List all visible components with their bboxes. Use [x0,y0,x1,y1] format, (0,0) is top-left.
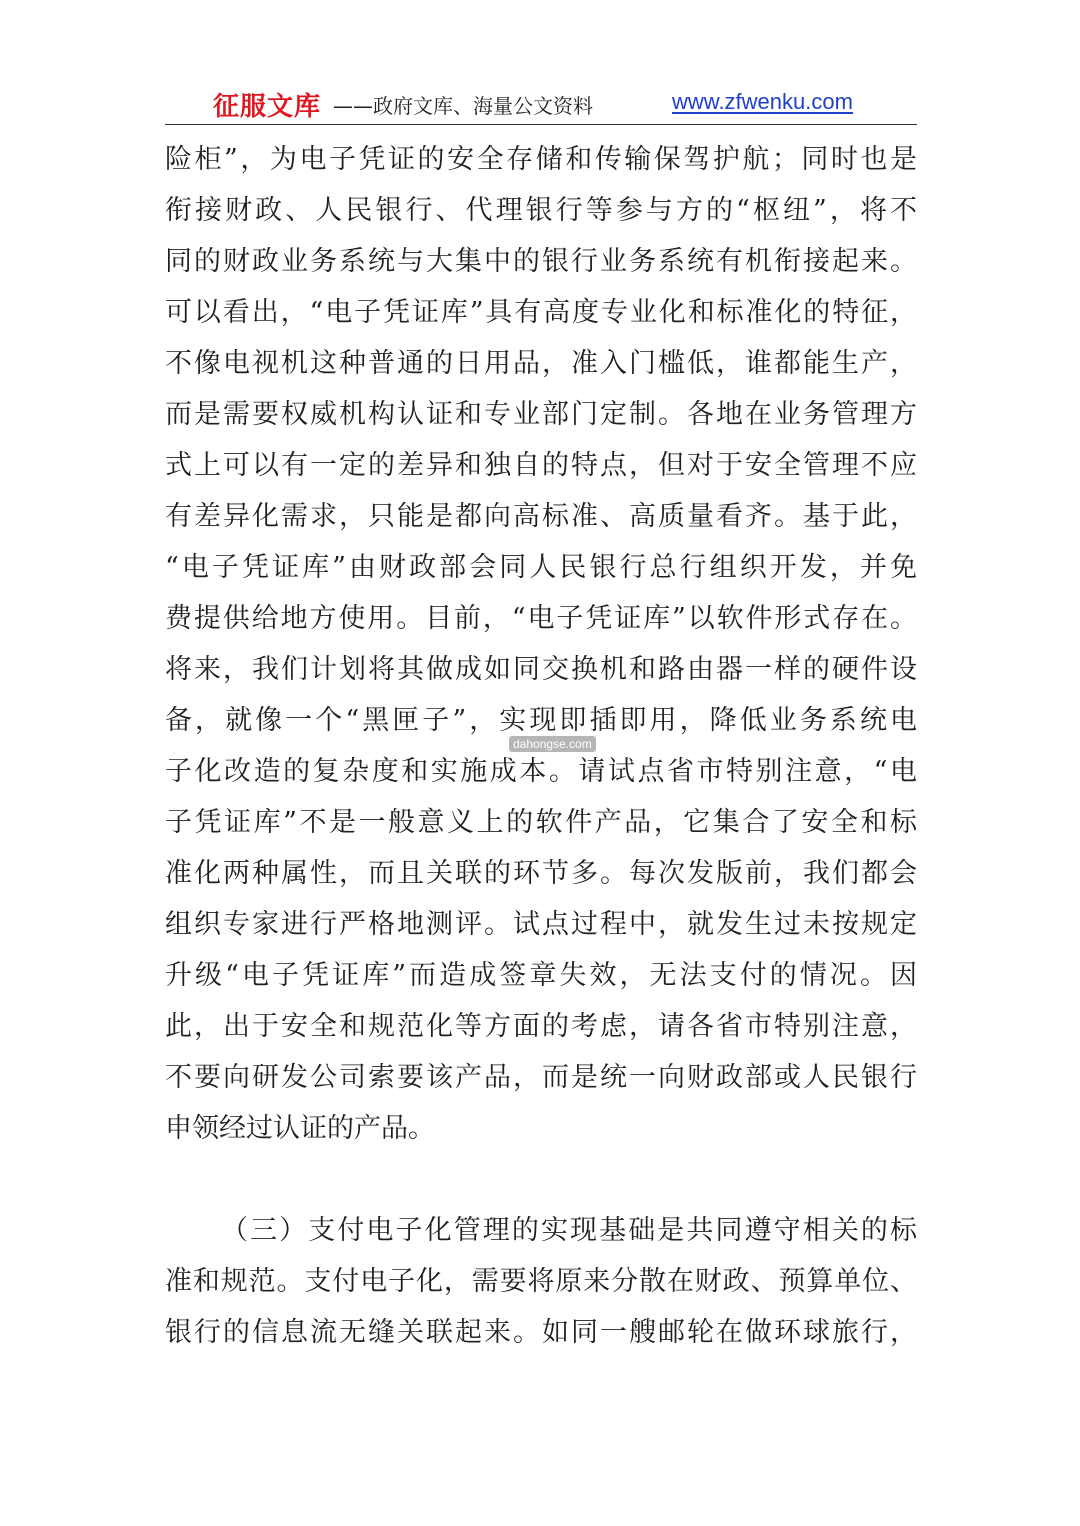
text-line: （三）支付电子化管理的实现基础是共同遵守相关的标 [221,1215,917,1246]
text-line: 衔接财政、人民银行、代理银行等参与方的“枢纽”，将不 [165,195,917,226]
paragraph-gap [165,1154,917,1205]
header-divider [165,124,917,125]
text-line: 费提供给地方使用。目前，“电子凭证库”以软件形式存在。 [165,603,917,634]
text-line: 此，出于安全和规范化等方面的考虑，请各省市特别注意， [165,1011,917,1042]
page-header [165,80,917,126]
text-line: 同的财政业务系统与大集中的银行业务系统有机衔接起来。 [165,246,917,277]
text-line: 不像电视机这种普通的日用品，准入门槛低，谁都能生产， [165,348,917,379]
text-line: 备，就像一个“黑匣子”，实现即插即用，降低业务系统电 [165,705,917,736]
watermark-label: dahongse.com [509,736,596,752]
header-tagline: ——政府文库、海量公文资料 [333,94,593,118]
text-line: 组织专家进行严格地测评。试点过程中，就发生过未按规定 [165,909,917,940]
text-line: 子化改造的复杂度和实施成本。请试点省市特别注意，“电 [165,756,917,787]
text-line: 银行的信息流无缝关联起来。如同一艘邮轮在做环球旅行， [165,1317,917,1348]
site-url-link[interactable]: www.zfwenku.com [672,89,853,114]
text-line: 升级“电子凭证库”而造成签章失效，无法支付的情况。因 [165,960,917,991]
brand-logo: 征服文库 [213,92,322,122]
text-line: 险柜”，为电子凭证的安全存储和传输保驾护航；同时也是 [165,144,917,175]
text-line: 子凭证库”不是一般意义上的软件产品，它集合了安全和标 [165,807,917,838]
text-line: 可以看出，“电子凭证库”具有高度专业化和标准化的特征， [165,297,917,328]
text-line: 而是需要权威机构认证和专业部门定制。各地在业务管理方 [165,399,917,430]
paragraph-1 [165,134,917,1154]
text-line: 不要向研发公司索要该产品，而是统一向财政部或人民银行 [165,1062,917,1093]
paragraph-2 [165,1205,917,1358]
text-line: “电子凭证库”由财政部会同人民银行总行组织开发，并免 [165,552,917,583]
text-line: 申领经过认证的产品。 [165,1113,435,1144]
text-line: 有差异化需求，只能是都向高标准、高质量看齐。基于此， [165,501,917,532]
text-line: 准和规范。支付电子化，需要将原来分散在财政、预算单位、 [165,1266,917,1297]
text-line: 准化两种属性，而且关联的环节多。每次发版前，我们都会 [165,858,917,889]
text-line: 将来，我们计划将其做成如同交换机和路由器一样的硬件设 [165,654,917,685]
text-line: 式上可以有一定的差异和独自的特点，但对于安全管理不应 [165,450,917,481]
